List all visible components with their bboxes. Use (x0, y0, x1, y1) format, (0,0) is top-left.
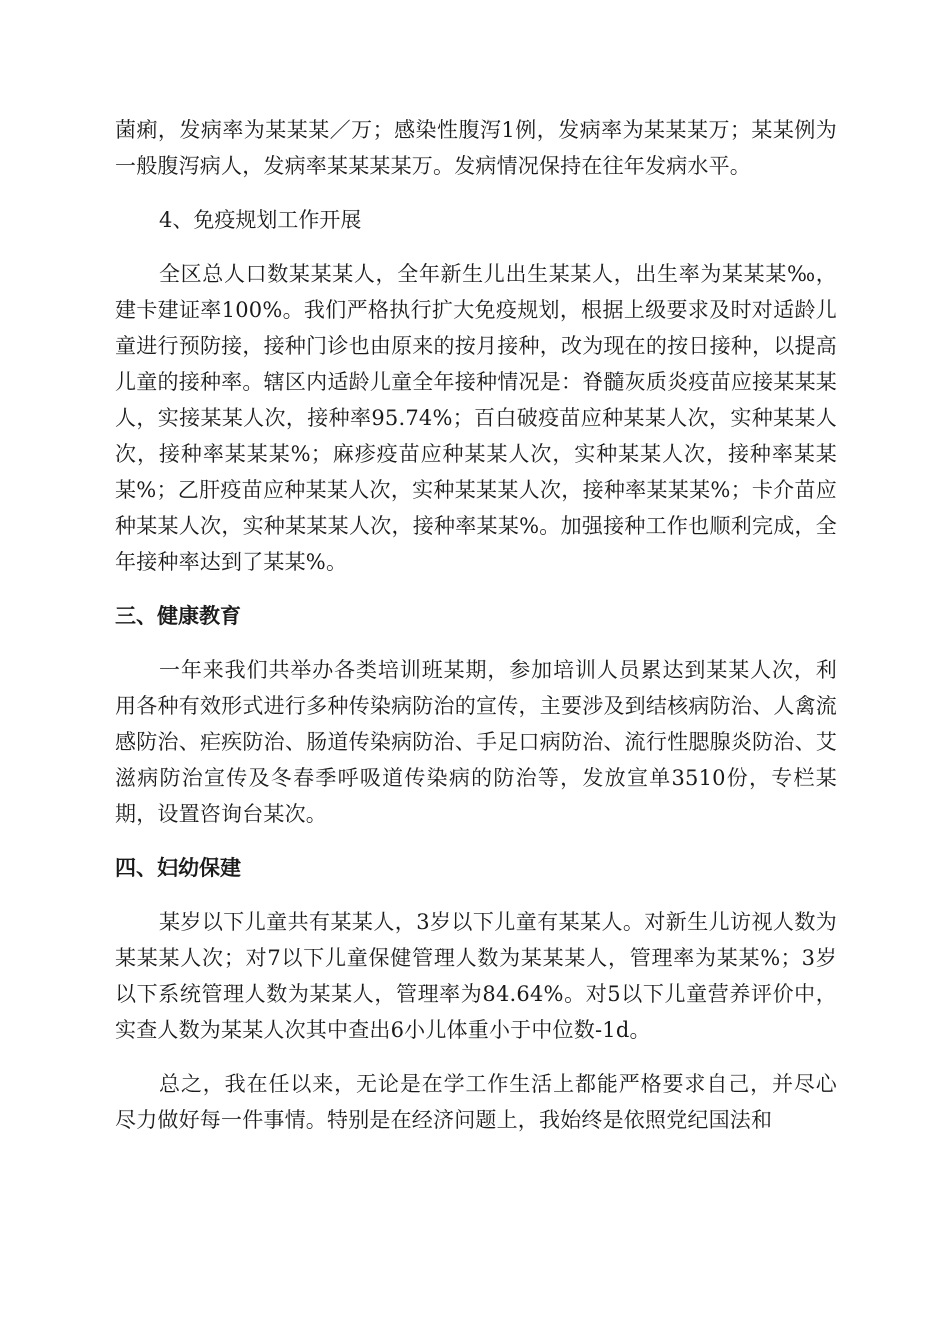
heading-maternal-child-health: 四、妇幼保建 (115, 856, 241, 880)
paragraph-dysentery-continuation: 菌痢，发病率为某某某／万；感染性腹泻1例，发病率为某某某万；某某例为一般腹泻病人，发病率某某某某万。发病情况保持在往年发病水平。 (115, 118, 837, 178)
subheading-immunization: 4、免疫规划工作开展 (159, 208, 362, 232)
paragraph-maternal-child-health: 某岁以下儿童共有某某人，3岁以下儿童有某某人。对新生儿访视人数为某某某人次；对7以下儿童保健管理人数为某某某人，管理率为某某%；3岁以下系统管理人数为某某人，管理率为84.64%。对5以下儿童营养评价中，实查人数为某某人次其中查出6小儿体重小于中位数-1d。 (115, 910, 837, 1042)
paragraph-immunization: 全区总人口数某某某人，全年新生儿出生某某人，出生率为某某某‰，建卡建证率100%。我们严格执行扩大免疫规划，根据上级要求及时对适龄儿童进行预防接，接种门诊也由原来的按月接种，改为现在的按日接种，以提高儿童的接种率。辖区内适龄儿童全年接种情况是：脊髓灰质炎疫苗应接某某某人，实接某某人次，接种率95.74%；百白破疫苗应种某某人次，实种某某人次，接种率某某某%；麻疹疫苗应种某某人次，实种某某人次，接种率某某某%；乙肝疫苗应种某某人次，实种某某某人次，接种率某某某%；卡介苗应种某某人次，实种某某某人次，接种率某某%。加强接种工作也顺利完成，全年接种率达到了某某%。 (115, 262, 837, 574)
paragraph-health-education: 一年来我们共举办各类培训班某期，参加培训人员累达到某某人次，利用各种有效形式进行多种传染病防治的宣传，主要涉及到结核病防治、人禽流感防治、疟疾防治、肠道传染病防治、手足口病防治、流行性腮腺炎防治、艾滋病防治宣传及冬春季呼吸道传染病的防治等，发放宣单3510份，专栏某期，设置咨询台某次。 (115, 658, 837, 826)
paragraph-summary: 总之，我在任以来，无论是在学工作生活上都能严格要求自己，并尽心尽力做好每一件事情。特别是在经济问题上，我始终是依照党纪国法和 (115, 1072, 837, 1132)
heading-health-education: 三、健康教育 (115, 604, 241, 628)
document-page (115, 112, 837, 1156)
